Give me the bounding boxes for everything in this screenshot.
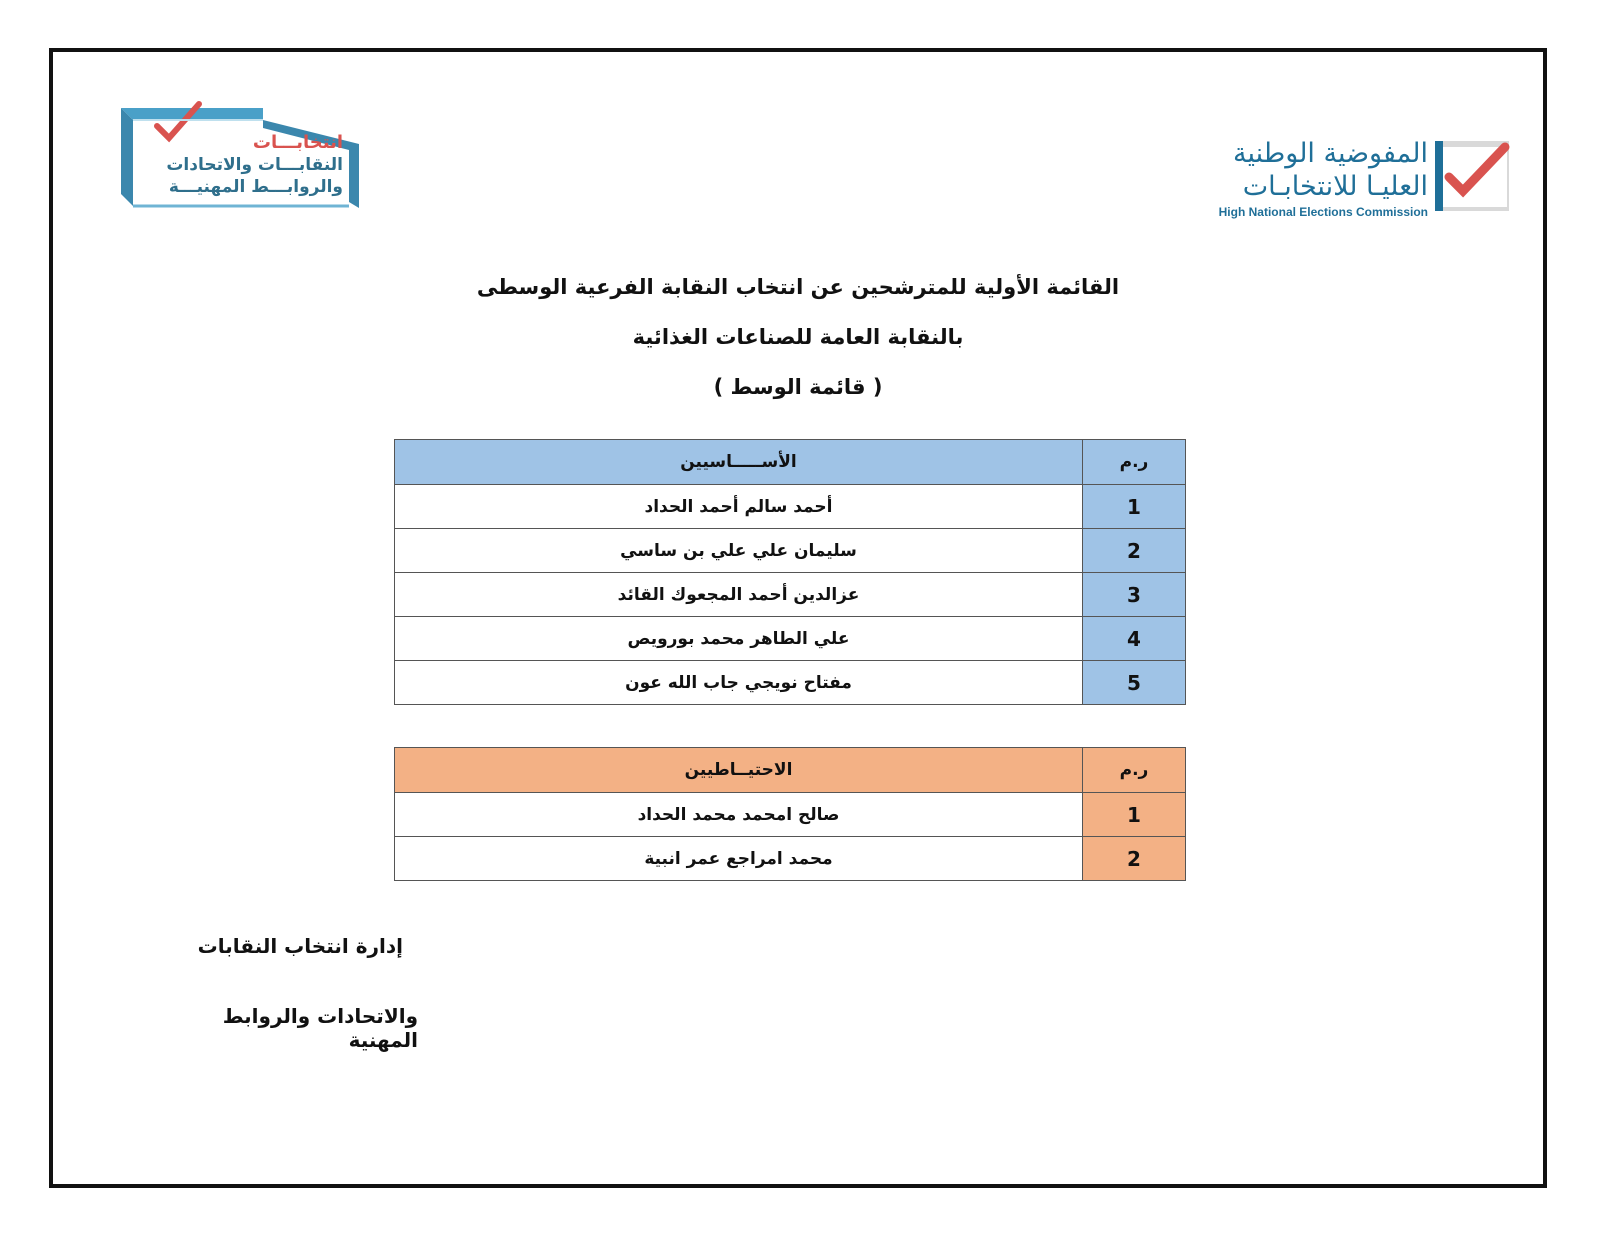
name-header: الأســـــاسيين (395, 440, 1083, 485)
reserve-candidates-table (394, 747, 1186, 881)
table-header-row (395, 748, 1186, 793)
logo-line-2: النقابـــات والاتحادات (166, 155, 343, 175)
table-row (395, 573, 1186, 617)
checkmark-box-icon (1431, 137, 1513, 213)
row-number: 2 (1083, 837, 1186, 881)
row-number: 5 (1083, 661, 1186, 705)
candidate-name: عزالدين أحمد المجعوك القائد (395, 573, 1083, 617)
row-number: 4 (1083, 617, 1186, 661)
title-line-1: القائمة الأولية للمترشحين عن انتخاب النقابة الفرعية الوسطى (476, 275, 1120, 299)
table-row (395, 485, 1186, 529)
table-row (395, 837, 1186, 881)
row-number: 2 (1083, 529, 1186, 573)
title-line-3: ( قائمة الوسط ) (713, 375, 883, 399)
logo-line-3: والروابـــط المهنيـــة (168, 177, 343, 197)
candidate-name: صالح امحمد محمد الحداد (395, 793, 1083, 837)
footer-line-2: والاتحادات والروابط المهنية (222, 1004, 418, 1052)
candidate-name: مفتاح نويجي جاب الله عون (395, 661, 1083, 705)
footer-line-1: إدارة انتخاب النقابات (197, 934, 403, 958)
num-header: ر.م (1083, 440, 1186, 485)
main-candidates-table (394, 439, 1186, 705)
table-row (395, 529, 1186, 573)
table-row (395, 617, 1186, 661)
row-number: 3 (1083, 573, 1186, 617)
title-line-2: بالنقابة العامة للصناعات الغذائية (632, 325, 964, 349)
candidate-name: محمد امراجع عمر انبية (395, 837, 1083, 881)
row-number: 1 (1083, 793, 1186, 837)
logo-line-1: انتخابـــات (252, 132, 343, 153)
candidate-name: سليمان علي علي بن ساسي (395, 529, 1083, 573)
num-header: ر.م (1083, 748, 1186, 793)
document-page (49, 48, 1547, 1188)
table-header-row (395, 440, 1186, 485)
unions-elections-logo (113, 98, 373, 218)
hnec-name-english: High National Elections Commission (1218, 205, 1428, 219)
table-row (395, 793, 1186, 837)
name-header: الاحتيــاطيين (395, 748, 1083, 793)
hnec-name-line-2: العليـا للانتخابـات (1242, 171, 1428, 202)
candidate-name: علي الطاهر محمد بورويص (395, 617, 1083, 661)
hnec-logo (1173, 137, 1513, 222)
document-title (53, 262, 1543, 412)
row-number: 1 (1083, 485, 1186, 529)
candidate-name: أحمد سالم أحمد الحداد (395, 485, 1083, 529)
hnec-name-line-1: المفوضية الوطنية (1232, 138, 1428, 169)
table-row (395, 661, 1186, 705)
